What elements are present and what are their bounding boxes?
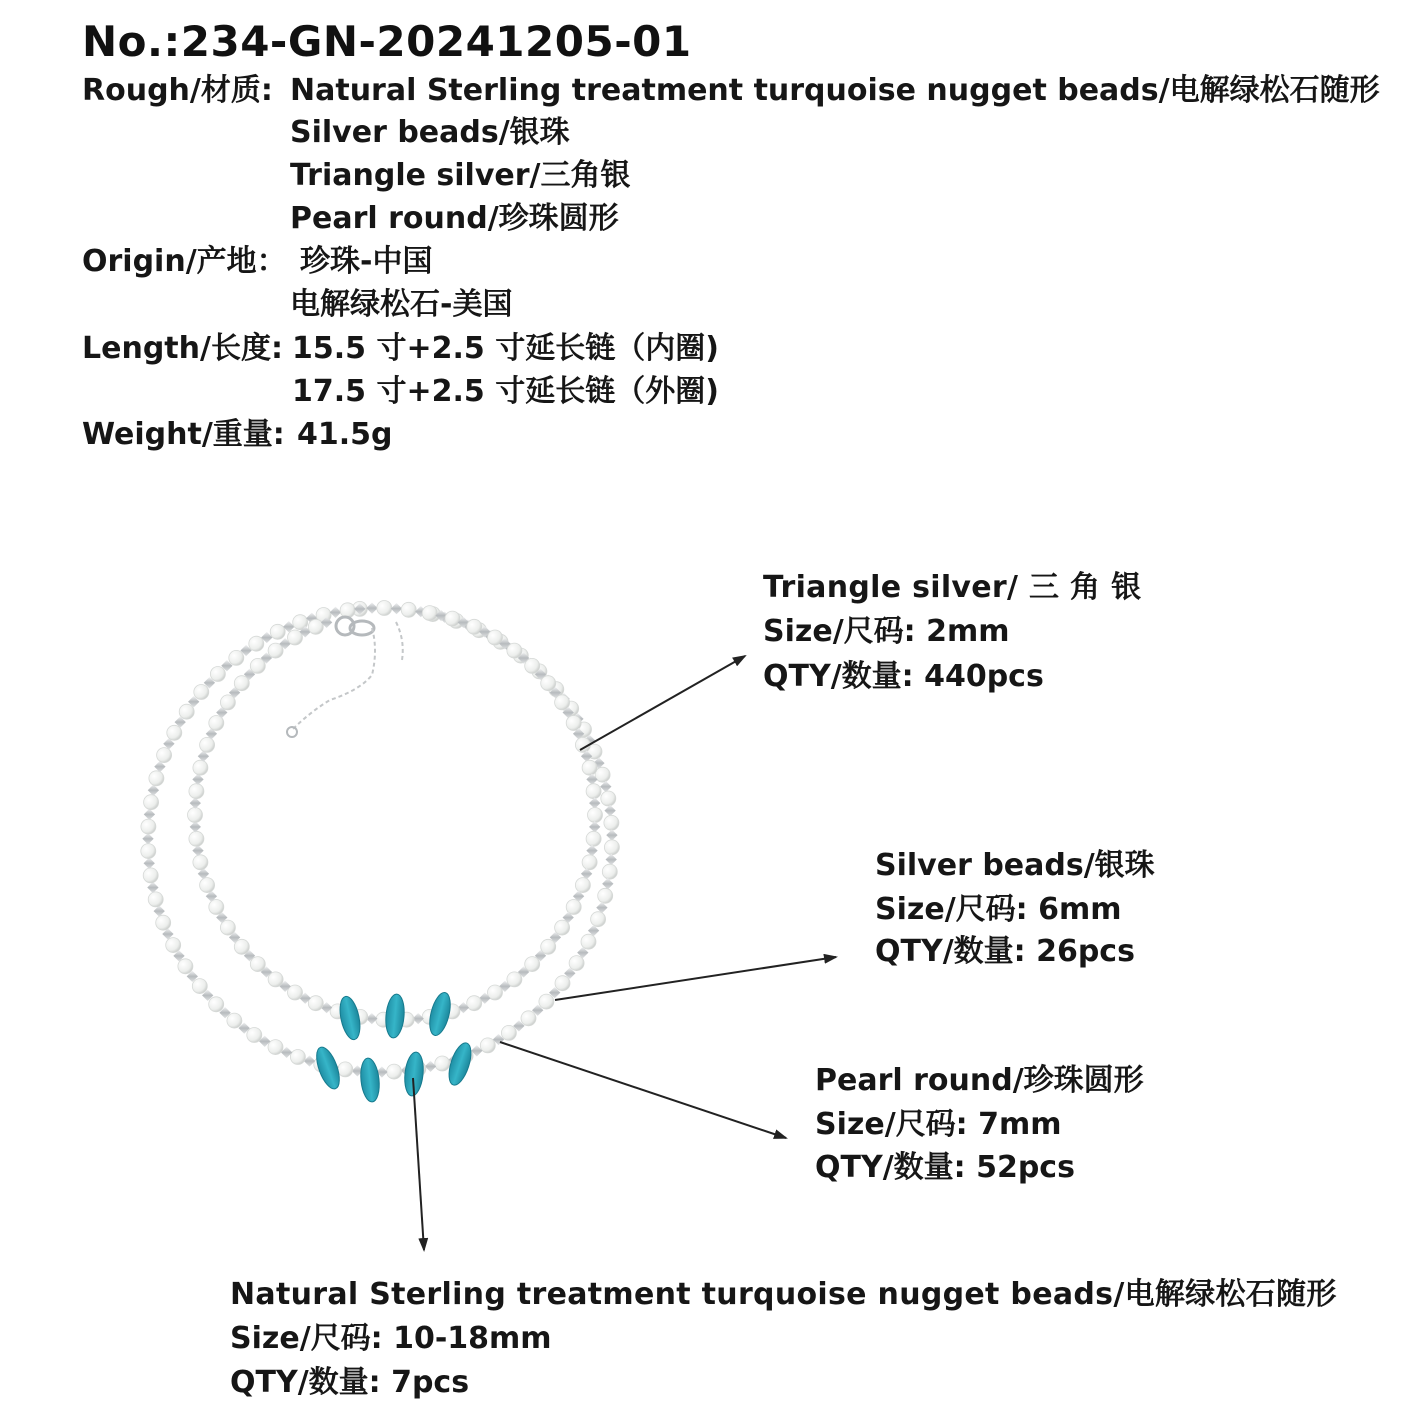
inner-pearl [541,939,556,954]
inner-pearl [586,831,601,846]
rough-value-triangle-silver: Triangle silver/三角银 [290,158,631,193]
arrow-turquoise [413,1078,424,1250]
inner-silver-bead [589,797,600,808]
outer-silver-bead [366,602,377,613]
inner-pearl [555,695,570,710]
outer-pearl [227,1013,242,1028]
inner-pearl [250,957,265,972]
inner-pearl [250,658,265,673]
inner-pearl [189,831,204,846]
inner-silver-bead [589,821,600,832]
inner-pearl [588,808,603,823]
outer-silver-bead [144,858,155,869]
outer-pearl [268,1040,283,1055]
inner-pearl [467,996,482,1011]
outer-pearl [144,795,159,810]
callout-silver-beads-size: Size/尺码: 6mm [875,892,1122,927]
inner-pearl [541,676,556,691]
callout-turquoise-qty: QTY/数量: 7pcs [230,1365,470,1400]
outer-silver-bead [142,833,153,844]
inner-pearl [234,676,249,691]
inner-pearl [200,878,215,893]
outer-pearl [209,997,224,1012]
callout-pearl-round-title: Pearl round/珍珠圆形 [815,1063,1144,1098]
inner-pearl [209,900,224,915]
outer-pearl [501,1025,516,1040]
outer-pearl [539,994,554,1009]
outer-silver-bead [606,854,617,865]
inner-pearl [188,808,203,823]
inner-pearl [507,643,522,658]
outer-silver-bead [148,785,159,796]
arrow-pearl-round [500,1042,786,1138]
outer-pearl [167,725,182,740]
outer-silver-bead [604,805,615,816]
outer-pearl [148,892,163,907]
length-label: Length/长度: [82,331,283,366]
weight-value: 41.5g [297,417,393,452]
length-value-inner: 15.5 寸+2.5 寸延长链（内圈) [292,331,719,366]
outer-pearl [480,1038,495,1053]
outer-pearl [149,771,164,786]
outer-pearl [143,868,158,883]
inner-pearl [575,878,590,893]
outer-pearl [581,934,596,949]
outer-pearl [569,956,584,971]
inner-silver-bead [190,797,201,808]
inner-pearl [200,737,215,752]
arrow-triangle-silver [580,656,745,750]
outer-pearl [601,791,616,806]
inner-pearl [193,760,208,775]
length-value-outer: 17.5 寸+2.5 寸延长链（外圈) [292,374,719,409]
inner-pearl [525,658,540,673]
outer-pearl [247,1028,262,1043]
outer-pearl [178,959,193,974]
rough-value-turquoise: Natural Sterling treatment turquoise nugget beads/电解绿松石随形 [290,73,1380,108]
outer-silver-bead [147,882,158,893]
outer-pearl [338,1062,353,1077]
outer-pearl [141,819,156,834]
inner-pearl [445,611,460,626]
callout-silver-beads-qty: QTY/数量: 26pcs [875,934,1135,969]
rough-value-silver-beads: Silver beads/银珠 [290,115,570,150]
outer-silver-bead [330,607,341,618]
inner-pearl [220,695,235,710]
arrow-silver-beads [555,957,836,1000]
outer-pearl [270,624,285,639]
outer-pearl [166,938,181,953]
outer-pearl [192,979,207,994]
weight-label: Weight/重量: [82,417,285,452]
origin-label: Origin/产地： [82,244,287,279]
inner-pearl [308,619,323,634]
callout-pearl-round-qty: QTY/数量: 52pcs [815,1150,1075,1185]
inner-pearl [525,957,540,972]
outer-pearl [179,704,194,719]
outer-pearl [141,844,156,859]
callout-silver-beads-title: Silver beads/银珠 [875,848,1155,883]
outer-pearl [290,1050,305,1065]
inner-pearl [220,920,235,935]
inner-pearl [582,760,597,775]
outer-pearl [604,815,619,830]
turquoise-nugget [359,1057,382,1103]
outer-pearl [435,1056,450,1071]
inner-pearl [555,920,570,935]
inner-pearl [234,939,249,954]
outer-pearl [591,912,606,927]
rough-value-pearl: Pearl round/珍珠圆形 [290,201,619,236]
turquoise-nugget [384,993,406,1038]
outer-silver-bead [144,809,155,820]
outer-pearl [602,864,617,879]
outer-pearl [521,1011,536,1026]
outer-pearl [340,603,355,618]
outer-pearl [401,602,416,617]
outer-silver-bead [606,829,617,840]
rough-label: Rough/材质: [82,73,273,108]
outer-silver-bead [600,781,611,792]
outer-pearl [604,840,619,855]
inner-pearl [268,643,283,658]
outer-silver-bead [425,1061,436,1072]
callout-pearl-round-size: Size/尺码: 7mm [815,1107,1062,1142]
inner-pearl [193,855,208,870]
inner-pearl [586,784,601,799]
outer-pearl [249,636,264,651]
outer-pearl [377,601,392,616]
outer-pearl [210,667,225,682]
outer-pearl [555,976,570,991]
outer-pearl [598,888,613,903]
outer-pearl [194,685,209,700]
outer-pearl [595,767,610,782]
outer-pearl [387,1064,402,1079]
callout-turquoise-size: Size/尺码: 10-18mm [230,1321,552,1356]
origin-value-turquoise: 电解绿松石-美国 [290,287,513,322]
outer-silver-bead [391,603,402,614]
inner-pearl [422,606,437,621]
inner-pearl [507,972,522,987]
inner-silver-bead [190,821,201,832]
callout-triangle-silver-qty: QTY/数量: 440pcs [763,659,1044,694]
outer-strand [141,601,620,1080]
inner-pearl [189,784,204,799]
callout-turquoise-title: Natural Sterling treatment turquoise nugget beads/电解绿松石随形 [230,1277,1337,1312]
outer-pearl [157,748,172,763]
outer-pearl [156,915,171,930]
inner-pearl [268,972,283,987]
inner-pearl [582,855,597,870]
callout-triangle-silver-title: Triangle silver/ 三 角 银 [763,570,1142,605]
outer-silver-bead [602,878,613,889]
product-number: No.:234-GN-20241205-01 [82,17,692,66]
outer-pearl [229,650,244,665]
turquoise-nugget [337,995,364,1042]
origin-value-pearl: 珍珠-中国 [300,244,433,279]
callout-triangle-silver-size: Size/尺码: 2mm [763,614,1010,649]
inner-pearl [566,716,581,731]
